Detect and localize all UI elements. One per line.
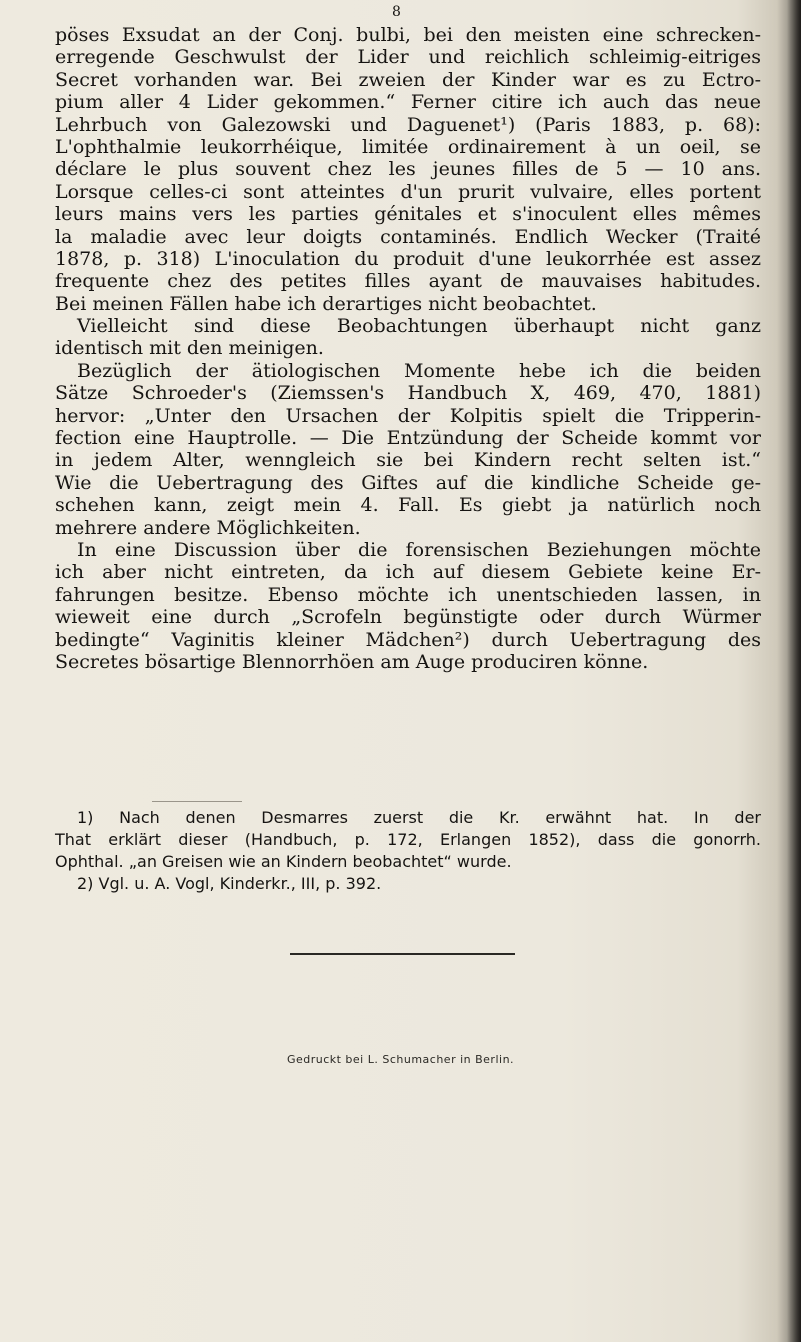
text-line: fection eine Hauptrolle. — Die Entzündung der Scheide kommt vor [55, 427, 761, 450]
footnote-line: 2) Vgl. u. A. Vogl, Kinderkr., III, p. 392. [77, 874, 382, 893]
text-line: leurs mains vers les parties génitales et s'inoculent elles mêmes [55, 203, 761, 226]
page-number: 8 [392, 4, 402, 20]
text-line: Wie die Uebertragung des Giftes auf die kindliche Scheide ge- [55, 471, 761, 494]
text-line: identisch mit den meinigen. [55, 337, 324, 360]
text-line: ich aber nicht eintreten, da ich auf diesem Gebiete keine Er- [55, 561, 761, 584]
text-line: frequente chez des petites filles ayant de mauvaises habitudes. [55, 270, 761, 293]
text-line: fahrungen besitze. Ebenso möchte ich unentschieden lassen, in [55, 583, 761, 606]
text-line: Bezüglich der ätiologischen Momente hebe ich die beiden [77, 359, 761, 382]
text-line: la maladie avec leur doigts contaminés. Endlich Wecker (Traité [55, 225, 761, 248]
end-rule [290, 953, 515, 955]
text-line: pium aller 4 Lider gekommen.“ Ferner citire ich auch das neue [55, 91, 761, 114]
text-line: Secretes bösartige Blennorrhöen am Auge produciren könne. [55, 650, 649, 673]
text-line: L'ophthalmie leukorrhéique, limitée ordinairement à un oeil, se [55, 135, 761, 158]
footnote-line: Ophthal. „an Greisen wie an Kindern beobachtet“ wurde. [55, 852, 512, 871]
footnote-divider [152, 801, 242, 802]
text-line: mehrere andere Möglichkeiten. [55, 516, 361, 539]
footnote-line: 1) Nach denen Desmarres zuerst die Kr. erwähnt hat. In der [77, 808, 761, 827]
text-line: Secret vorhanden war. Bei zweien der Kinder war es zu Ectro- [55, 68, 761, 91]
text-line: Bei meinen Fällen habe ich derartiges nicht beobachtet. [55, 292, 597, 315]
text-line: Lehrbuch von Galezowski und Daguenet¹) (Paris 1883, p. 68): [55, 113, 761, 136]
footnote-line: That erklärt dieser (Handbuch, p. 172, Erlangen 1852), dass die gonorrh. [55, 830, 761, 849]
text-line: 1878, p. 318) L'inoculation du produit d'une leukorrhée est assez [55, 247, 761, 270]
text-line: wieweit eine durch „Scrofeln begünstigte oder durch Würmer [55, 606, 761, 629]
text-line: erregende Geschwulst der Lider und reichlich schleimig-eitriges [55, 46, 761, 69]
text-line: Vielleicht sind diese Beobachtungen überhaupt nicht ganz [77, 315, 761, 338]
text-line: Lorsque celles-ci sont atteintes d'un prurit vulvaire, elles portent [55, 180, 761, 203]
text-line: Sätze Schroeder's (Ziemssen's Handbuch X, 469, 470, 1881) [55, 382, 761, 405]
text-line: bedingte“ Vaginitis kleiner Mädchen²) durch Uebertragung des [55, 628, 761, 651]
page-edge-shadow [787, 0, 801, 1342]
text-line: schehen kann, zeigt mein 4. Fall. Es giebt ja natürlich noch [55, 494, 761, 517]
text-line: in jedem Alter, wenngleich sie bei Kindern recht selten ist.“ [55, 449, 761, 472]
text-line: déclare le plus souvent chez les jeunes filles de 5 — 10 ans. [55, 158, 761, 181]
footnotes [55, 807, 761, 895]
text-line: In eine Discussion über die forensischen Beziehungen möchte [77, 538, 761, 561]
text-line: hervor: „Unter den Ursachen der Kolpitis spielt die Tripperin- [55, 404, 761, 427]
printer-imprint: Gedruckt bei L. Schumacher in Berlin. [286, 1053, 515, 1066]
text-line: pöses Exsudat an der Conj. bulbi, bei den meisten eine schrecken- [55, 24, 761, 46]
main-text [55, 24, 761, 673]
